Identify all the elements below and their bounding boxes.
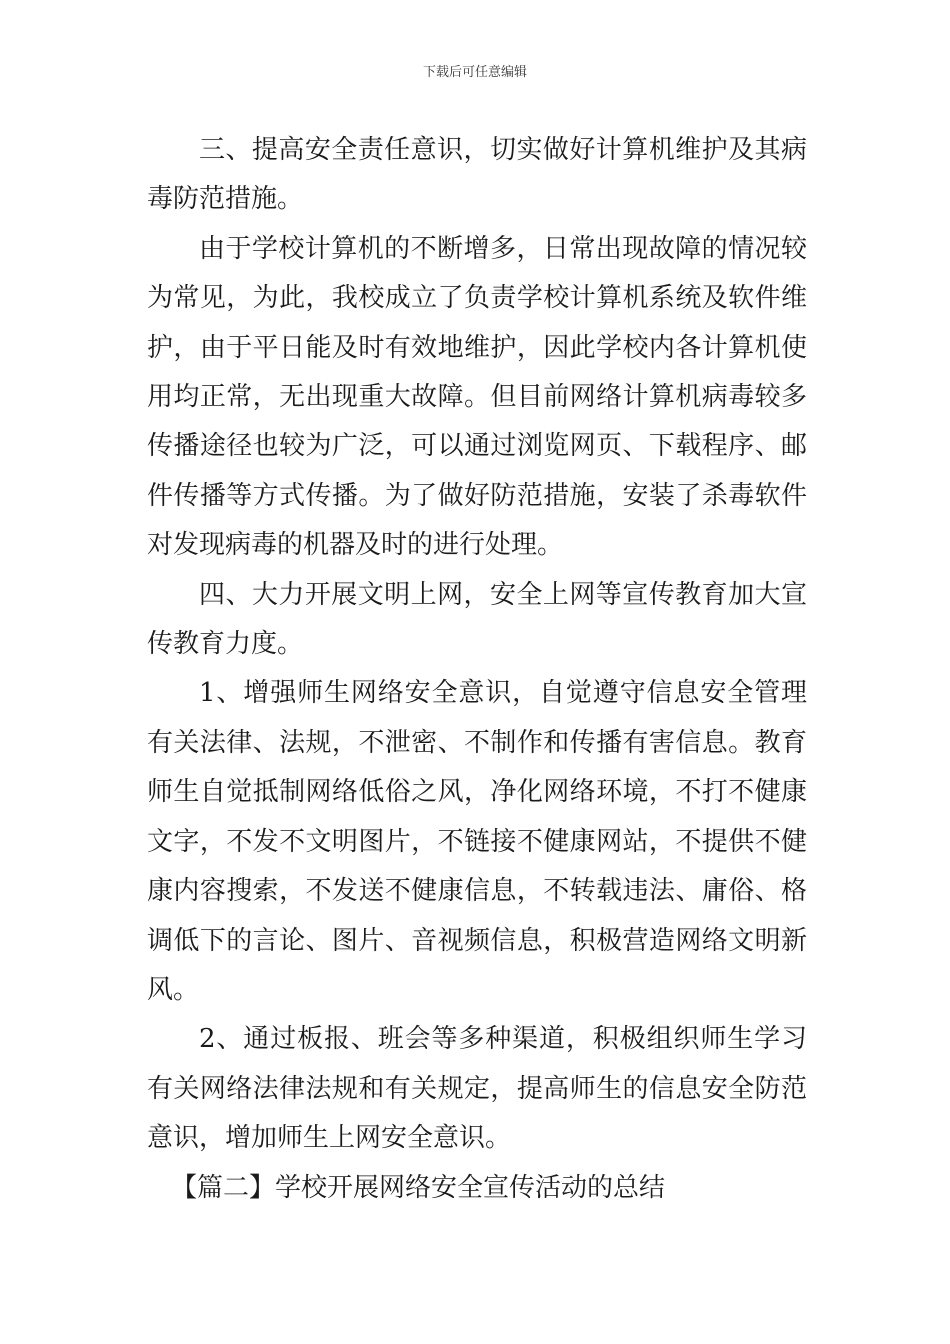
document-body (147, 126, 807, 1213)
paragraph-section-four-heading: 四、大力开展文明上网，安全上网等宣传教育加大宣传教育力度。 (147, 579, 807, 660)
page-header: 下载后可任意编辑 (422, 65, 527, 80)
section-title-part-two: 【篇二】学校开展网络安全宣传活动的总结 (171, 1172, 666, 1203)
paragraph-item-two: 2、通过板报、班会等多种渠道，积极组织师生学习有关网络法律法规和有关规定，提高师生的信息安全防范意识，增加师生上网安全意识。 (147, 1024, 807, 1154)
paragraph-computer-maintenance: 由于学校计算机的不断增多，日常出现故障的情况较为常见，为此，我校成立了负责学校计算机系统及软件维护，由于平日能及时有效地维护，因此学校内各计算机使用均正常，无出现重大故障。但目前网络计算机病毒较多传播途径也较为广泛，可以通过浏览网页、下载程序、邮件传播等方式传播。为了做好防范措施，安装了杀毒软件对发现病毒的机器及时的进行处理。 (147, 233, 807, 561)
paragraph-section-three-heading: 三、提高安全责任意识，切实做好计算机维护及其病毒防范措施。 (147, 135, 807, 215)
paragraph-item-one: 1、增强师生网络安全意识，自觉遵守信息安全管理有关法律、法规，不泄密、不制作和传播有害信息。教育师生自觉抵制网络低俗之风，净化网络环境，不打不健康文字，不发不文明图片，不链接不健康网站，不提供不健康内容搜索，不发送不健康信息，不转载违法、庸俗、格调低下的言论、图片、音视频信息，积极营造网络文明新风。 (147, 678, 807, 1005)
